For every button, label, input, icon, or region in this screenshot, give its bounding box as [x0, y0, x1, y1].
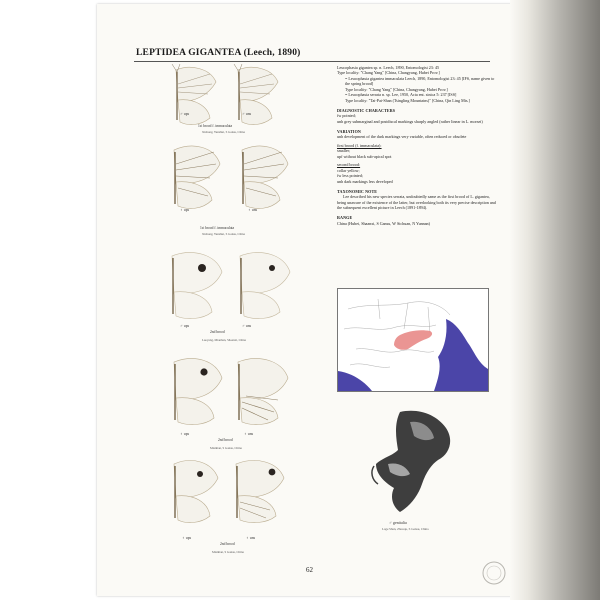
taxonomic-block — [337, 189, 497, 211]
stamp-icon — [481, 560, 507, 586]
genitalia-illustration — [370, 408, 460, 521]
specimen-3-left-label: ♂ ups — [180, 324, 190, 328]
synonymy-sub-1: = Leucophasia gigantea immaculata Leech, 1890, Entomologist 23: 45 [IFS, name given to the spring brood] — [345, 75, 495, 87]
specimen-3-brood: 2nd brood — [210, 330, 225, 334]
specimen-2-locality: Xishong, Yunshui, S Gansu, China — [202, 232, 245, 236]
second-brood-label: second brood: — [337, 162, 361, 168]
butterfly-pair-icon — [150, 142, 300, 214]
specimen-5-brood: 2nd brood — [220, 542, 235, 546]
library-stamp — [481, 560, 507, 591]
diagnostic-line-1: fw pointed; — [337, 113, 356, 119]
range-block — [337, 215, 497, 226]
book-spine — [510, 0, 600, 600]
range-heading: RANGE — [337, 215, 353, 221]
specimen-5-left-label: ♀ ups — [182, 536, 192, 540]
second-brood-line-2: fw less pointed; — [337, 173, 363, 179]
specimen-5-right-label: ♀ uns — [246, 536, 256, 540]
range-text: China (Hubei, Shaanxi, S Gansu, W Sichuan, N Yunnan) — [337, 220, 430, 226]
diagnostic-line-2: unh grey submarginal and postdiscal markings sharply angled (rather linear in L. morsei) — [337, 118, 483, 124]
specimen-4-brood: 2nd brood — [218, 438, 233, 442]
specimen-4-locality: Mianhan, S Gansu, China — [210, 446, 242, 450]
first-brood-line-1: smaller; — [337, 148, 351, 154]
specimen-4-left-label: ♀ ups — [180, 432, 190, 436]
specimen-1-brood: 1st brood f. immaculata — [198, 124, 233, 128]
butterfly-pair-icon — [150, 62, 300, 130]
specimen-3-right-label: ♂ uns — [242, 324, 252, 328]
page-number: 62 — [306, 566, 313, 574]
taxonomic-text: Lee described his new species serrata, undoubtedly same as the first brood of L. gigantea, being unaware of the existence of the latter, but overlooking both its very precise description and the subsequent excellent picture in Leech (1891-1894). — [337, 194, 496, 211]
diagnostic-block — [337, 108, 497, 124]
variation-block — [337, 129, 497, 184]
synonymy-block — [337, 65, 497, 103]
distribution-map — [337, 288, 489, 392]
first-brood-line-2: upf without black sub-apical spot — [337, 153, 392, 159]
specimen-2-right-label: ♀ uns — [248, 208, 258, 212]
specimen-5-locality: Mianhan, S Gansu, China — [212, 550, 244, 554]
specimen-3-locality: Luoyang, Mianhan, Shaanxi, China — [202, 338, 246, 342]
specimen-2-left-label: ♀ ups — [180, 208, 190, 212]
diagnostic-heading: DIAGNOSTIC CHARACTERS — [337, 107, 396, 113]
taxonomic-heading: TAXONOMIC NOTE — [337, 188, 378, 194]
china-map-icon — [338, 289, 488, 391]
specimen-1-right-label: ♂ uns — [242, 112, 252, 116]
second-brood-line-3: unh dark markings less developed — [337, 178, 393, 184]
variation-line-1: unh development of the dark markings very variable, often reduced or obsolete — [337, 134, 467, 140]
second-brood-line-1: collar yellow; — [337, 167, 360, 173]
synonymy-line-1: Leucophasia gigantea sp. n. Leech, 1890, Entomologist 23: 45 — [337, 65, 440, 70]
specimen-1-locality: Xishong, Yunshui, S Gansu, China — [202, 130, 245, 134]
synonymy-sub-2: = Leucophasia serrata n. sp. Lee, 1950, Acta ent. sinica 5: 237 [ISS] — [345, 92, 457, 98]
specimen-4-right-label: ♀ uns — [244, 432, 254, 436]
butterfly-pair-icon — [150, 250, 300, 322]
specimen-1-left-label: ♂ ups — [180, 112, 190, 116]
genitalia-label: ♂ genitalia — [389, 520, 407, 525]
synonymy-sub-2-type-locality: Type locality: "Tai-Pai-Shan (Tsingling Mountains)" [China, Qin Ling Mts.] — [345, 97, 470, 103]
butterfly-pair-icon — [150, 458, 300, 530]
page-title: LEPTIDEA GIGANTEA (Leech, 1890) — [136, 48, 301, 58]
synonymy-line-2: Type locality: "Chang Yang" [China, Changyang, Hubei Prov.] — [337, 70, 440, 76]
genitalia-locality: Lage Shan, Zhouqu, S Gansu, China — [382, 527, 429, 531]
variation-heading: VARIATION — [337, 128, 361, 134]
species-account — [337, 65, 497, 231]
butterfly-pair-icon — [150, 356, 300, 428]
specimen-2-brood: 1st brood f. immaculata — [200, 226, 235, 230]
synonymy-sub-1-type-locality: Type locality: "Chang Yang" [China, Changyang, Hubei Prov.] — [345, 86, 448, 92]
genitalia-icon — [370, 408, 460, 516]
first-brood-label: first brood (f. immaculata): — [337, 142, 382, 148]
